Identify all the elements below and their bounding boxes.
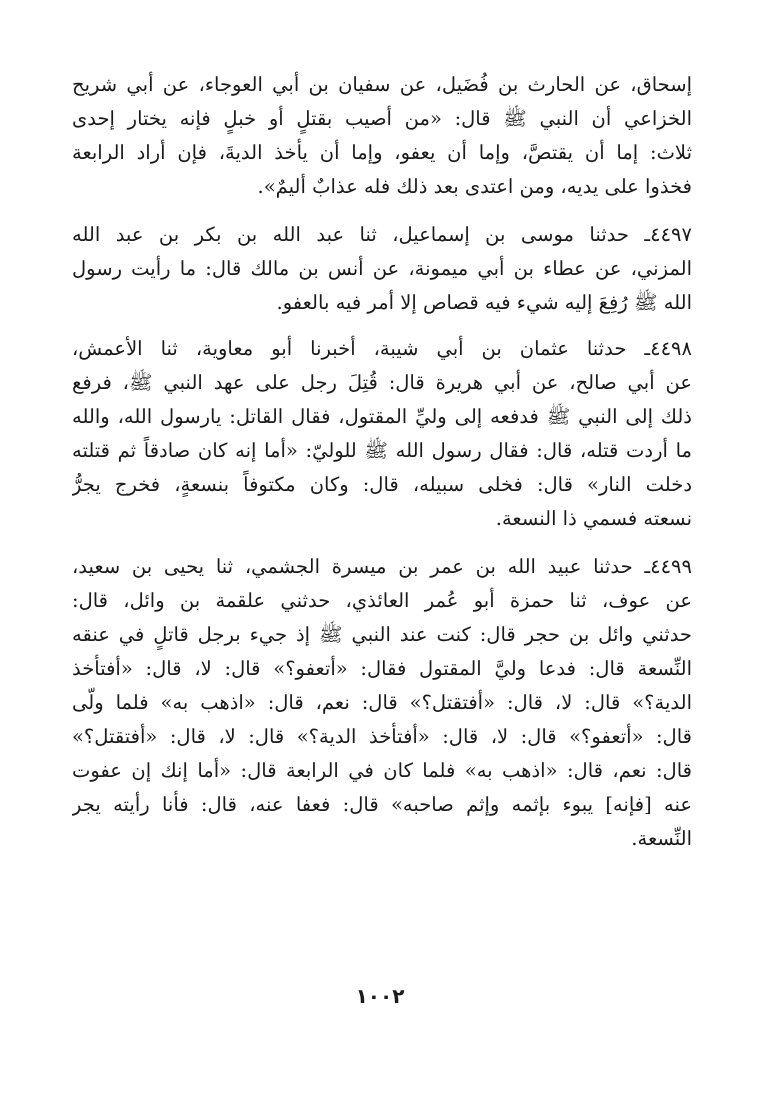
text-line: المزني، عن عطاء بن أبي ميمونة، عن أنس بن مالك قال: ما رأيت رسول	[72, 257, 692, 280]
text-line: إسحاق، عن الحارث بن فُضَيل، عن سفيان بن أبي العوجاء، عن أبي شريح	[72, 73, 692, 96]
hadith-text-body	[72, 68, 692, 856]
page-number: ١٠٠٢	[355, 984, 405, 1008]
text-line: قال: «أتعفو؟» قال: لا، قال: «أفتأخذ الدية؟» قال: لا، قال: «أفتقتل؟»	[72, 725, 692, 748]
paragraph-continuation	[72, 68, 692, 204]
text-line: نسعته فسمي ذا النسعة.	[495, 507, 692, 530]
text-line: الخزاعي أن النبي ﷺ قال: «من أصيب بقتلٍ أو خبلٍ فإنه يختار إحدى	[72, 107, 692, 130]
hadith-4498	[72, 332, 692, 536]
text-line: ذلك إلى النبي ﷺ فدفعه إلى وليِّ المقتول، فقال القاتل: يارسول الله، والله	[72, 405, 692, 428]
hadith-4499	[72, 550, 692, 856]
text-line: عن أبي صالح، عن أبي هريرة قال: قُتِلَ رجل على عهد النبي ﷺ، فرفع	[72, 371, 692, 394]
text-line: عن عوف، ثنا حمزة أبو عُمر العائذي، حدثني علقمة بن وائل، قال:	[72, 589, 692, 612]
text-line: ٤٤٩٨ـ حدثنا عثمان بن أبي شيبة، أخبرنا أبو معاوية، ثنا الأعمش،	[72, 337, 692, 360]
text-line: دخلت النار» قال: فخلى سبيله، قال: وكان مكتوفاً بنسعةٍ، فخرج يجرُّ	[72, 473, 692, 496]
text-line: ٤٤٩٧ـ حدثنا موسى بن إسماعيل، ثنا عبد الله بن بكر بن عبد الله	[72, 223, 692, 246]
text-line: الله ﷺ رُفِعَ إليه شيء فيه قصاص إلا أمر فيه بالعفو.	[276, 291, 692, 314]
text-line: النِّسعة قال: فدعا وليَّ المقتول فقال: «أتعفو؟» قال: لا، قال: «أفتأخذ	[72, 657, 692, 680]
text-line: عنه [فإنه] يبوء بإثمه وإثم صاحبه» قال: فعفا عنه، قال: فأنا رأيته يجر	[72, 793, 692, 816]
hadith-4497	[72, 218, 692, 320]
text-line: الدية؟» قال: لا، قال: «أفتقتل؟» قال: نعم، قال: «اذهب به» فلما ولّى	[72, 691, 692, 714]
text-line: ثلاث: إما أن يقتصَّ، وإما أن يعفو، وإما أن يأخذ الديةَ، فإن أراد الرابعة	[72, 141, 692, 164]
text-line: حدثني وائل بن حجر قال: كنت عند النبي ﷺ إذ جيء برجل قاتلٍ في عنقه	[72, 623, 692, 646]
text-line: ٤٤٩٩ـ حدثنا عبيد الله بن عمر بن ميسرة الجشمي، ثنا يحيى بن سعيد،	[72, 555, 692, 578]
text-line: ما أردت قتله، قال: فقال رسول الله ﷺ للوليّ: «أما إنه كان صادقاً ثم قتلته	[72, 439, 692, 462]
text-line: قال: نعم، قال: «اذهب به» فلما كان في الرابعة قال: «أما إنك إن عفوت	[72, 759, 692, 782]
text-line: فخذوا على يديه، ومن اعتدى بعد ذلك فله عذابٌ أليمٌ».	[257, 175, 692, 198]
text-line: النِّسعة.	[631, 827, 692, 850]
